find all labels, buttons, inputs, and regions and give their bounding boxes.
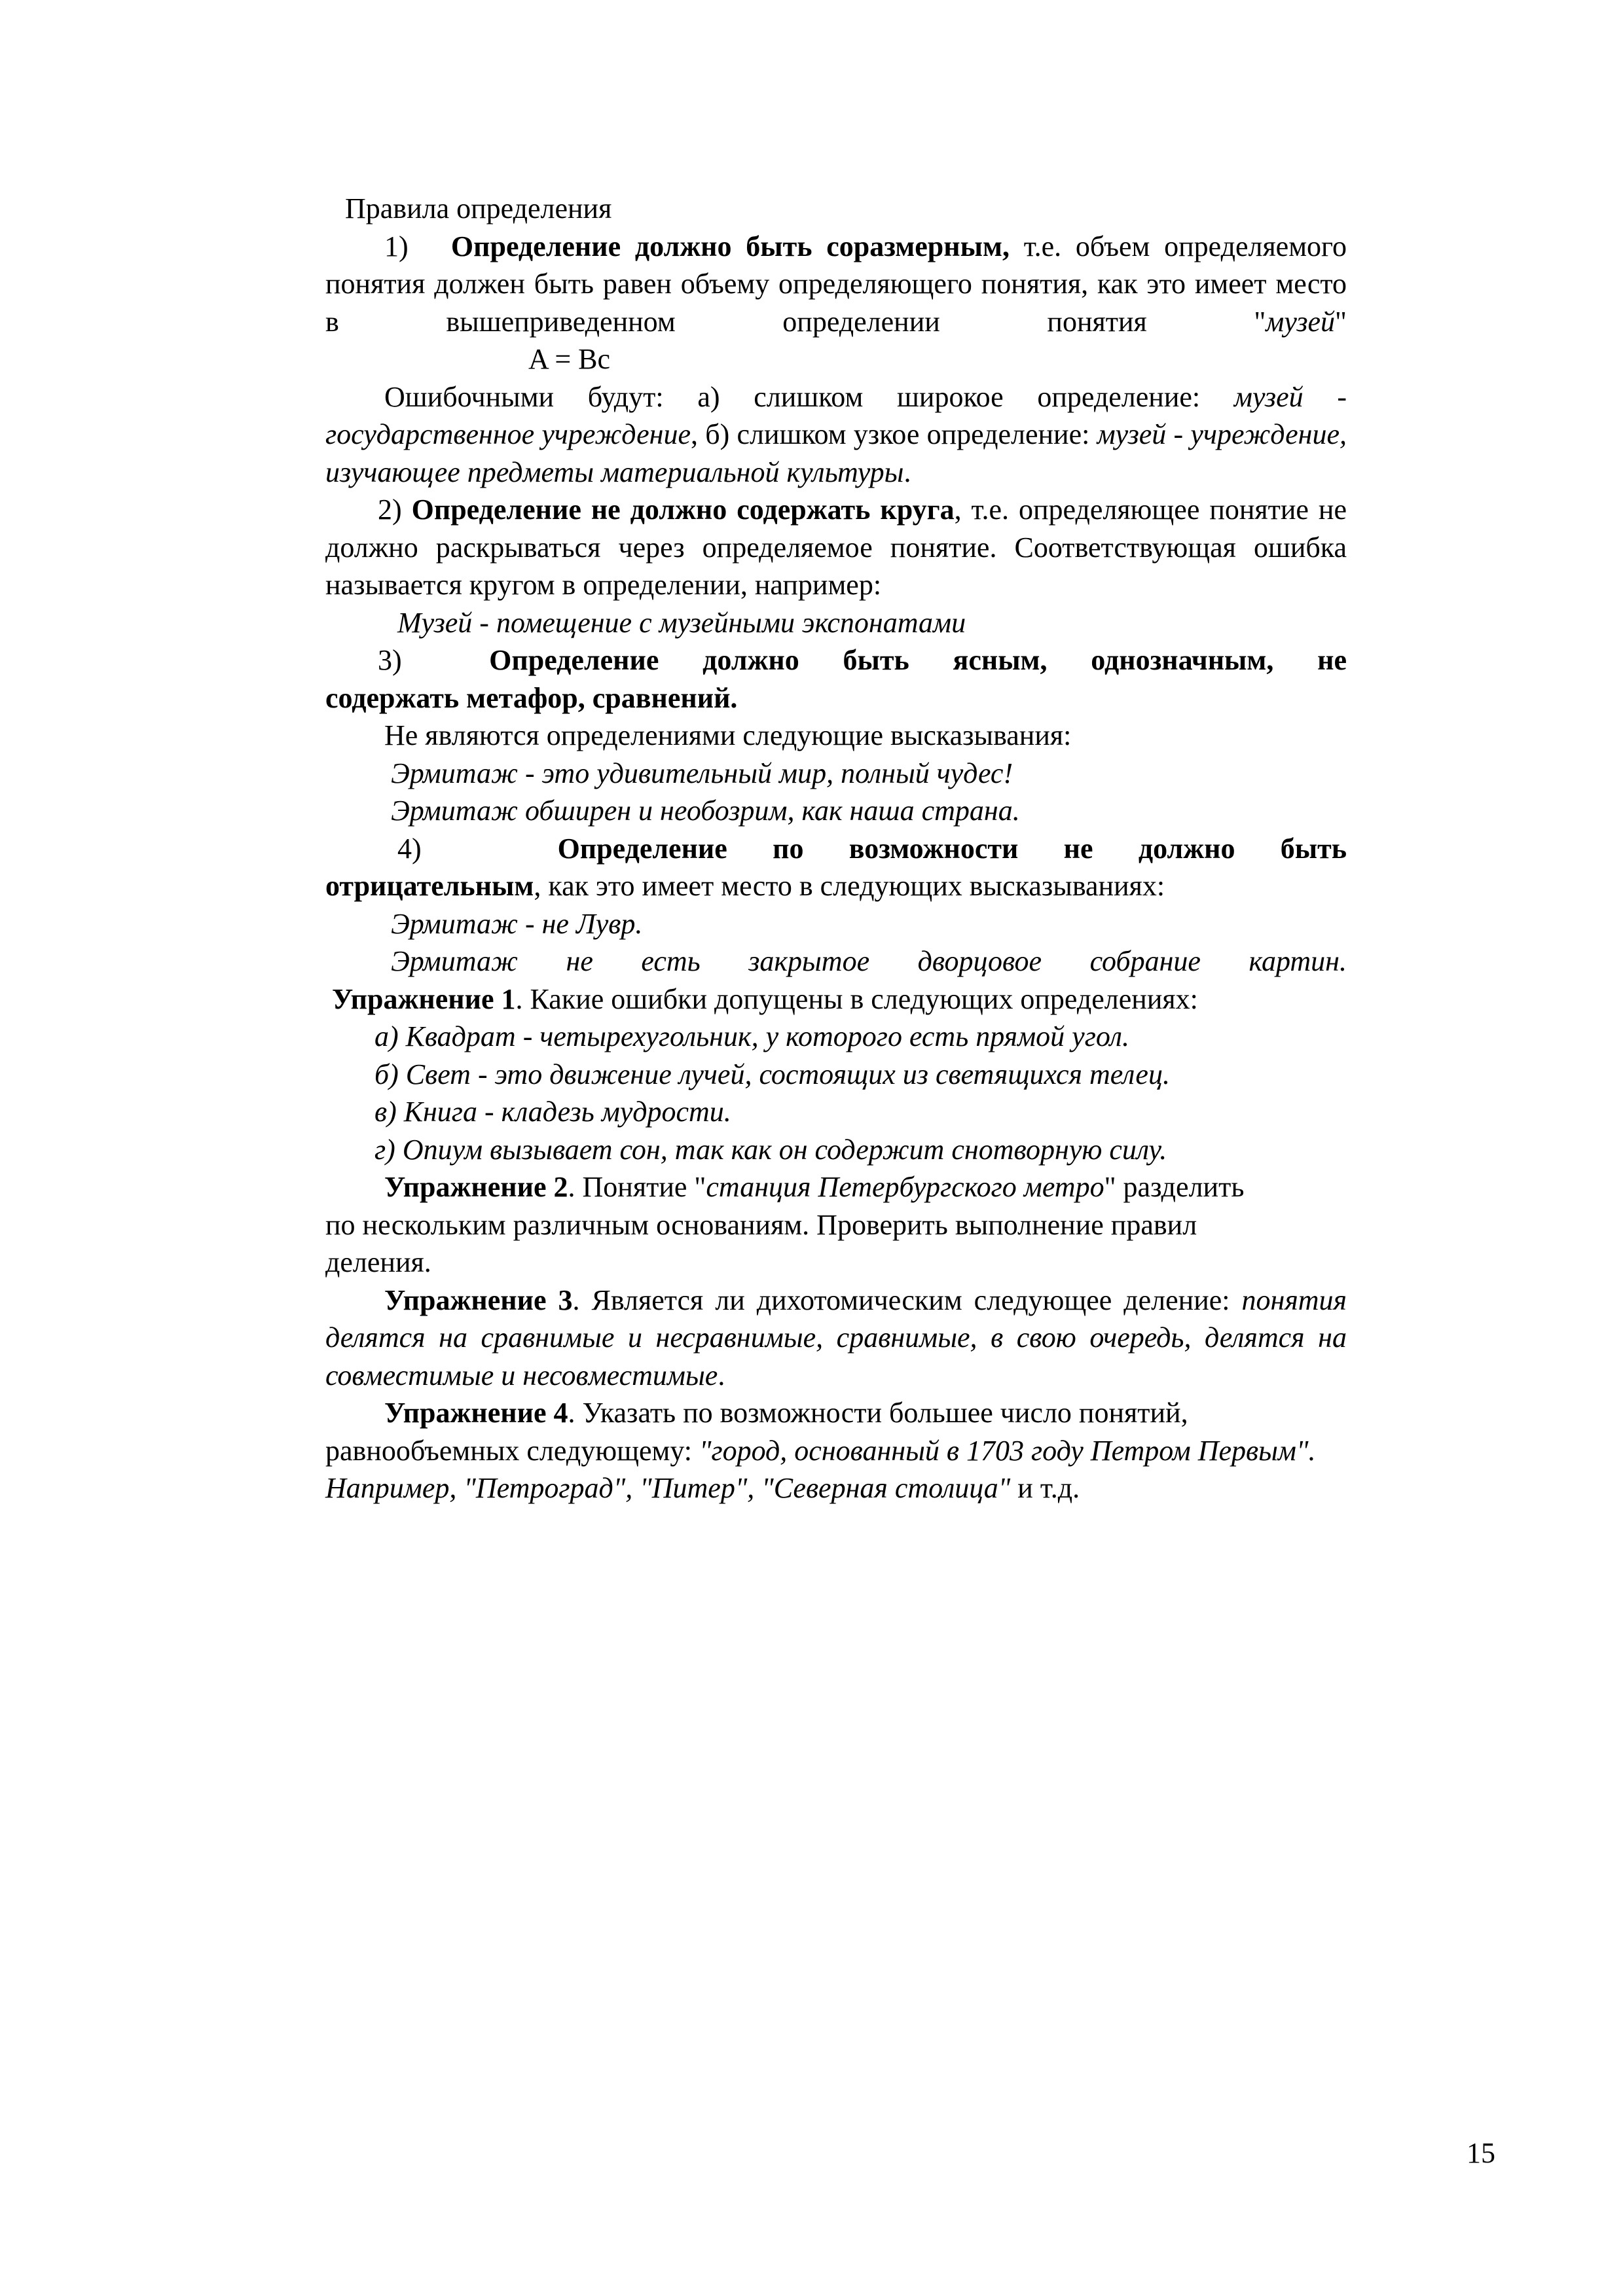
rule-3-example-2: Эрмитаж обширен и необозрим, как наша страна. [391,795,1020,827]
exercise-3-example: понятия делятся на сравнимые и несравнимые, сравнимые, в свою очередь, делятся на совместимые и несовместимые [325,1283,1347,1391]
exercise-2-label: Упражнение 2 [384,1171,568,1203]
rule-4-example-1: Эрмитаж - не Лувр. [391,907,643,940]
exercise-2: Упражнение 2. Понятие "станция Петербургского метро" разделить по нескольким различным основаниям. Проверить выполнение правил деления. [325,1171,1245,1278]
exercise-1-item-a: а) Квадрат - четырехугольник, у которого есть прямой угол. [374,1020,1129,1052]
exercise-3: Упражнение 3. Является ли дихотомическим следующее деление: понятия делятся на сравнимые и несравнимые, сравнимые, в свою очередь, делятся на совместимые и несовместимые. [325,1283,1347,1391]
errors-paragraph: Ошибочными будут: а) слишком широкое определение: музей - государственное учреждение, б) слишком узкое определение: музей - учреждение, изучающее предметы материальной культуры. [325,380,1347,488]
narrow-definition-example: музей - учреждение, изучающее предметы материальной культуры [325,418,1347,488]
exercise-2-term: станция Петербургского метро [706,1171,1104,1203]
rule-3-example-1: Эрмитаж - это удивительный мир, полный чудес! [391,757,1013,789]
rule-1: 1) Определение должно быть соразмерным, т.е. объем определяемого понятия должен быть равен объему определяющего понятия, как это имеет место в вышеприведенном определении понятия "музей" [325,230,1347,338]
page-content [325,190,1347,1507]
rule-2-title: Определение не должно содержать круга [411,493,955,526]
rule-2-example: Музей - помещение с музейными экспонатами [397,606,966,639]
rule-3-title-line-2: содержать метафор, сравнений. [325,681,738,714]
exercise-4-label: Упражнение 4 [384,1397,568,1429]
exercise-4: Упражнение 4. Указать по возможности большее число понятий, равнообъемных следующему: "город, основанный в 1703 году Петром Первым". Например, "Петроград", "Питер", "Северная столица" и т.д. [325,1397,1316,1504]
page-number: 15 [1467,2137,1495,2169]
rule-1-title: Определение должно быть соразмерным, [450,230,1010,262]
section-heading: Правила определения [345,192,612,224]
exercise-3-label: Упражнение 3 [384,1283,573,1316]
exercise-1: Упражнение 1. Какие ошибки допущены в следующих определениях: [332,982,1198,1015]
rule-1-term: музей [1266,305,1336,338]
rule-3-title-line-1: 3) Определение должно быть ясным, однозначным, не [378,644,1347,676]
exercise-1-label: Упражнение 1 [332,982,516,1015]
rule-2: 2) Определение не должно содержать круга, т.е. определяющее понятие не должно раскрываться через определяемое понятие. Соответствующая ошибка называется кругом в определении, например: [325,493,1347,601]
rule-4-title-line-2: отрицательным, как это имеет место в следующих высказываниях: [325,870,1165,902]
exercise-1-item-c: в) Книга - кладезь мудрости. [374,1096,731,1128]
formula: A = Bc [528,343,611,375]
rule-4-title-line-1: 4) Определение по возможности не должно быть [397,832,1347,865]
exercise-1-item-d: г) Опиум вызывает сон, так как он содержит снотворную силу. [374,1133,1167,1166]
rule-4-example-2: Эрмитаж не есть закрытое дворцовое собрание картин. [391,945,1347,977]
exercise-4-example: "город, основанный в 1703 году Петром Первым". Например, "Петроград", "Питер", "Северная столица" [325,1434,1316,1504]
wide-definition-example: музей - государственное учреждение [325,380,1347,450]
rule-3-text: Не являются определениями следующие высказывания: [384,719,1072,751]
exercise-1-item-b: б) Свет - это движение лучей, состоящих из светящихся телец. [374,1058,1170,1090]
